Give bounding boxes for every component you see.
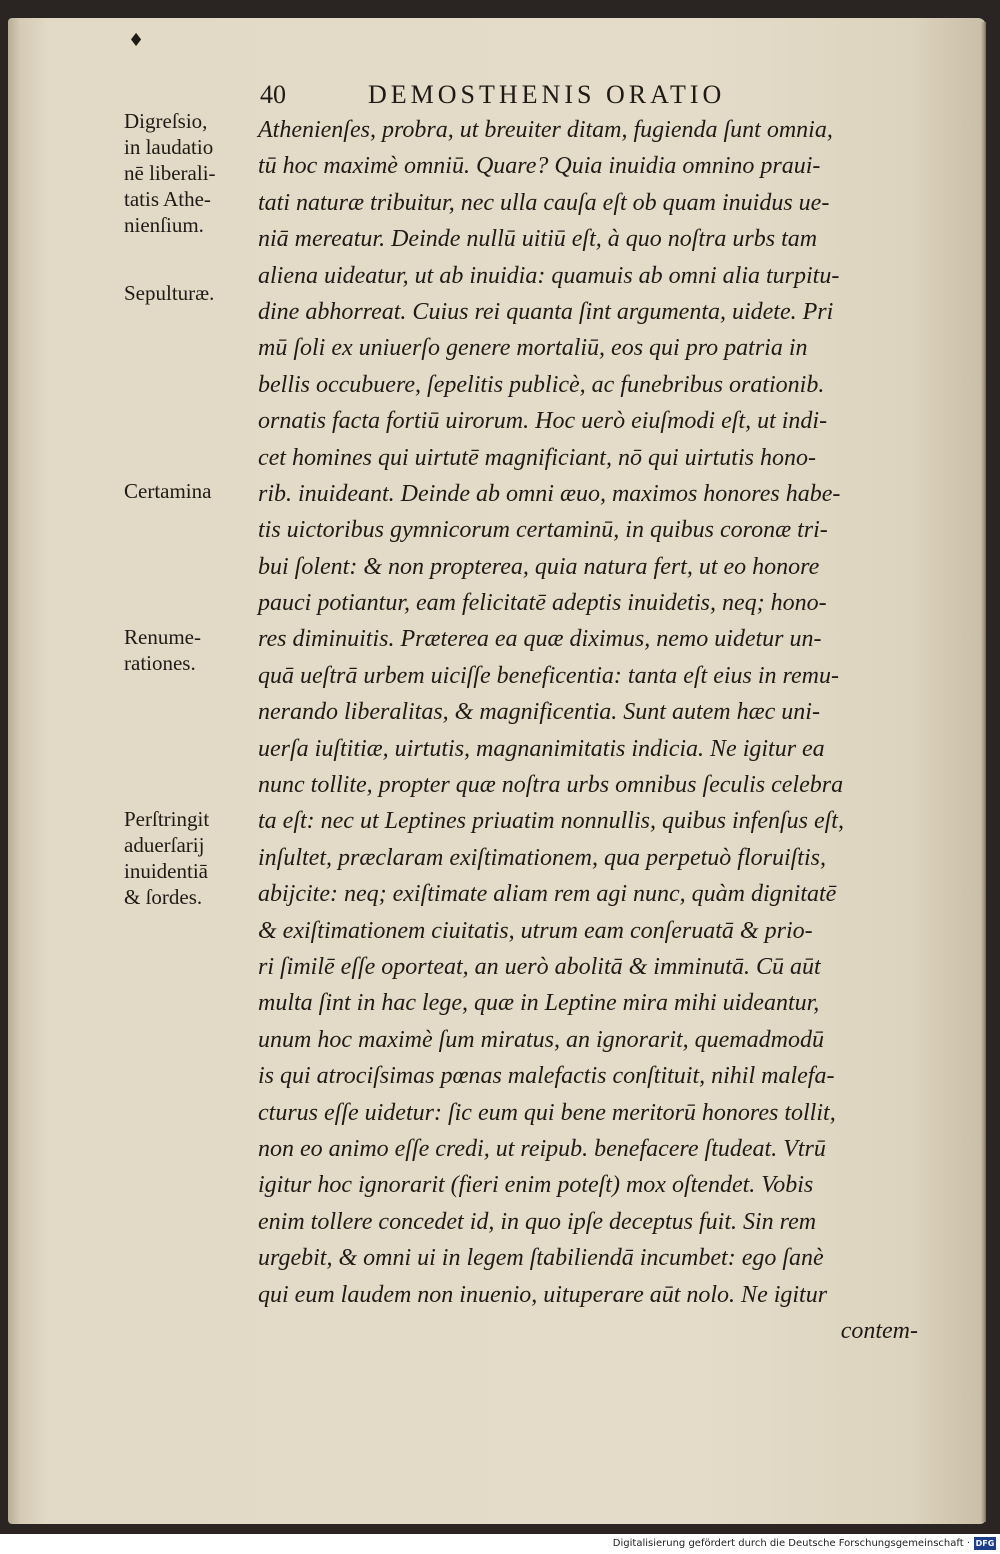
text-line: bui ſolent: & non propterea, quia natura fert, ut eo honore <box>258 553 820 580</box>
text-line: mū ſoli ex uniuerſo genere mortaliū, eos qui pro patria in <box>258 335 808 362</box>
text-line: cturus eſſe uidetur: ſic eum qui bene meritorū honores tollit, <box>258 1099 836 1126</box>
margin-note-line: tatis Athe- <box>124 187 211 211</box>
margin-note-line: & ſordes. <box>124 885 203 909</box>
text-line: pauci potiantur, eam felicitatē adeptis inuidetis, neq; hono- <box>258 590 827 617</box>
text-line: nerando liberalitas, & magnificentia. Sunt autem hæc uni- <box>258 699 820 726</box>
text-line: tū hoc maximè omniū. Quare? Quia inuidia omnino praui- <box>258 153 821 180</box>
text-line: tis uictoribus gymnicorum certaminū, in quibus coronæ tri- <box>258 517 828 544</box>
text-line: bellis occubuere, ſepelitis publicè, ac funebribus orationib. <box>258 371 825 398</box>
digitization-credit: Digitalisierung gefördert durch die Deutsche Forschungsgemeinschaft · <box>612 1538 970 1549</box>
margin-note-line: Digreſsio, <box>124 109 208 133</box>
text-line: tati naturæ tribuitur, nec ulla cauſa eſt ob quam inuidus ue- <box>258 189 830 216</box>
running-head <box>260 80 830 114</box>
text-line: cet homines qui uirtutē magnificiant, nō qui uirtutis hono- <box>258 444 816 471</box>
text-line: unum hoc maximè ſum miratus, an ignorarit, quemadmodū <box>258 1026 824 1053</box>
margin-note-renumerationes <box>124 624 254 676</box>
margin-note-digressio <box>124 108 254 238</box>
text-line: ri ſimilē eſſe oporteat, an uerò abolitā & imminutā. Cū aūt <box>258 953 821 980</box>
text-line: rib. inuideant. Deinde ab omni æuo, maximos honores habe- <box>258 480 841 507</box>
footer-bar <box>0 1534 1000 1554</box>
text-line: is qui atrociſsimas pœnas malefactis conſtituit, nihil malefa- <box>258 1063 835 1090</box>
catchword: contem- <box>840 1317 918 1344</box>
text-line: dine abhorreat. Cuius rei quanta ſint argumenta, uidete. Pri <box>258 298 834 325</box>
text-line: igitur hoc ignorarit (fieri enim poteſt) mox oſtendet. Vobis <box>258 1172 814 1199</box>
margin-note-line: nienſium. <box>124 213 204 237</box>
text-line: nunc tollite, propter quæ noſtra urbs omnibus ſeculis celebra <box>258 772 844 799</box>
text-line: urgebit, & omni ui in legem ſtabiliendā incumbet: ego ſanè <box>258 1245 824 1272</box>
margin-note-line: nē liberali- <box>124 161 216 185</box>
text-line: non eo animo eſſe credi, ut reipub. benefacere ſtudeat. Vtrū <box>258 1135 826 1162</box>
text-line: niā mereatur. Deinde nullū uitiū eſt, à quo noſtra urbs tam <box>258 226 818 253</box>
text-line: qui eum laudem non inuenio, uituperare aūt nolo. Ne igitur <box>258 1281 828 1308</box>
text-line: & exiſtimationem ciuitatis, utrum eam conſeruatā & prio- <box>258 917 813 944</box>
text-line: quā ueſtrā urbem uiciſſe beneficentia: tanta eſt eius in remu- <box>258 662 839 689</box>
text-line: enim tollere concedet id, in quo ipſe deceptus fuit. Sin rem <box>258 1208 817 1235</box>
margin-note-certamina <box>124 478 254 504</box>
margin-note-line: inuidentiā <box>124 859 208 883</box>
margin-note-line: aduerſarij <box>124 833 205 857</box>
dfg-logo: DFG <box>975 1539 995 1548</box>
text-line: Athenienſes, probra, ut breuiter ditam, fugienda ſunt omnia, <box>258 117 833 143</box>
margin-note-line: Sepulturæ. <box>124 281 215 305</box>
body-text <box>258 112 918 1349</box>
text-line: ta eſt: nec ut Leptines priuatim nonnullis, quibus infenſus eſt, <box>258 808 844 835</box>
running-title: DEMOSTHENIS ORATIO <box>368 80 726 109</box>
margin-note-perstringit <box>124 806 254 910</box>
margin-note-line: Renume- <box>124 625 201 649</box>
ink-mark: ♦ <box>128 30 145 51</box>
text-line: uerſa iuſtitiæ, uirtutis, magnanimitatis indicia. Ne igitur ea <box>258 735 825 762</box>
text-line: abijcite: neq; exiſtimate aliam rem agi nunc, quàm dignitatē <box>258 881 837 908</box>
margin-note-line: in laudatio <box>124 135 214 159</box>
margin-note-line: Certamina <box>124 479 212 503</box>
margin-note-sepulturae <box>124 280 254 306</box>
margin-note-line: Perſtringit <box>124 807 210 831</box>
page-number: 40 <box>260 80 286 109</box>
text-line: res diminuitis. Præterea ea quæ diximus, nemo uidetur un- <box>258 626 822 653</box>
text-line: ornatis facta fortiū uirorum. Hoc uerò eiuſmodi eſt, ut indi- <box>258 408 828 435</box>
text-line: aliena uideatur, ut ab inuidia: quamuis ab omni alia turpitu- <box>258 262 840 289</box>
text-line: multa ſint in hac lege, quæ in Leptine mira mihi uideantur, <box>258 990 820 1017</box>
margin-note-line: rationes. <box>124 651 196 675</box>
text-line: inſultet, præclaram exiſtimationem, qua perpetuò floruiſtis, <box>258 844 826 871</box>
page-fore-edge <box>980 22 986 1522</box>
